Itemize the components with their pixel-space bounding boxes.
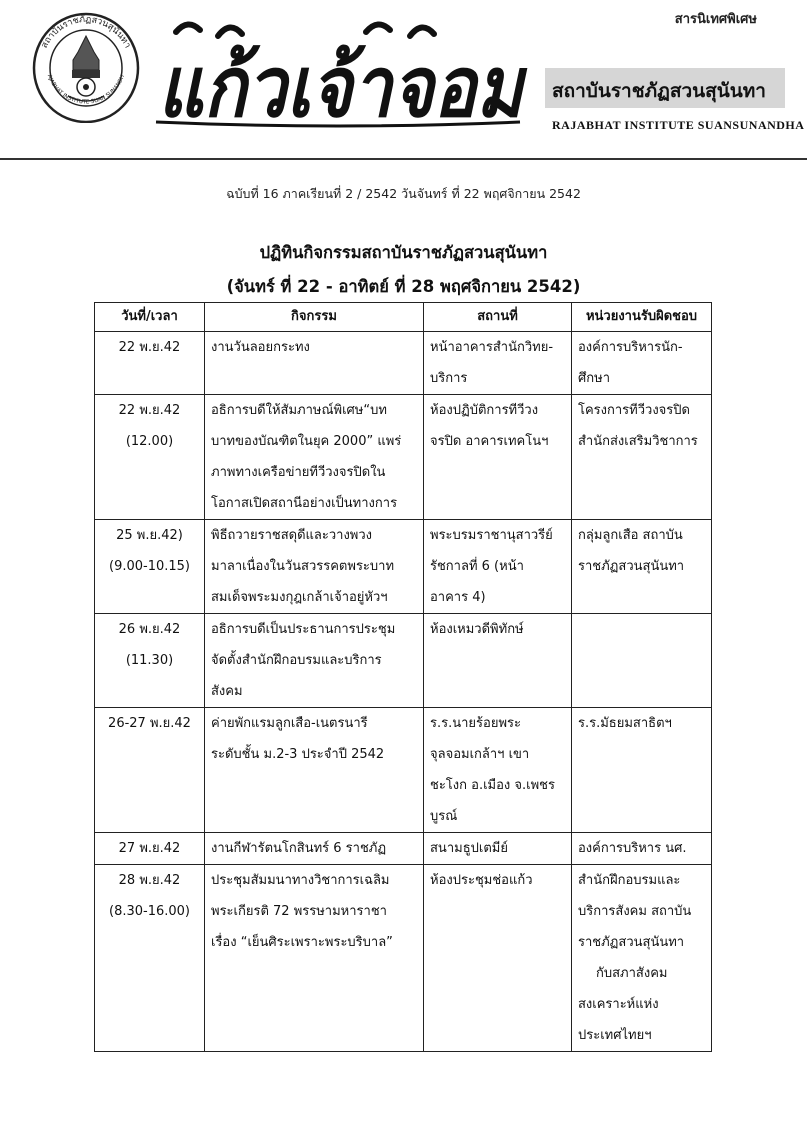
cell-line: อธิการบดีให้สัมภาษณ์พิเศษ“บท: [211, 403, 387, 418]
cell-line: สำนักฝึกอบรมและ: [578, 873, 681, 888]
cell-place: [424, 865, 572, 1052]
cell-organization: [572, 520, 712, 614]
table-row: [95, 395, 712, 520]
cell-organization: [572, 833, 712, 865]
header-activity: กิจกรรม: [205, 303, 424, 332]
cell-place: [424, 395, 572, 520]
cell-line: (12.00): [125, 434, 174, 449]
cell-line: สนามธูปเตมีย์: [430, 841, 508, 856]
page-subtitle: (จันทร์ ที่ 22 - อาทิตย์ ที่ 28 พฤศจิกายน 2542): [226, 277, 581, 296]
cell-date: [95, 865, 205, 1052]
header-place: สถานที่: [424, 303, 572, 332]
cell-line: อธิการบดีเป็นประธานการประชุม: [211, 622, 396, 637]
institute-name-thai: สถาบันราชภัฏสวนสุนันทา: [552, 80, 766, 102]
cell-place: [424, 614, 572, 708]
cell-line: 22 พ.ย.42: [118, 403, 181, 418]
cell-line: สมเด็จพระมงกุฎเกล้าเจ้าอยู่หัวฯ: [211, 590, 388, 605]
header-date-time: วันที่/เวลา: [95, 303, 205, 332]
issue-line: ฉบับที่ 16 ภาคเรียนที่ 2 / 2542 วันจันทร์ ที่ 22 พฤศจิกายน 2542: [226, 186, 581, 201]
cell-line: 25 พ.ย.42): [116, 528, 183, 543]
cell-line: ห้องประชุมช่อแก้ว: [430, 873, 533, 888]
cell-line: พิธีถวายราชสดุดีและวางพวง: [211, 528, 373, 543]
cell-line: ภาพทางเครือข่ายทีวีวงจรปิดใน: [211, 465, 386, 480]
masthead-logo: [148, 18, 538, 138]
cell-line: อาคาร 4): [430, 590, 486, 605]
cell-organization: [572, 708, 712, 833]
cell-line: งานกีฬารัตนโกสินทร์ 6 ราชภัฏ: [211, 841, 387, 856]
cell-date: [95, 614, 205, 708]
cell-line: สงเคราะห์แห่ง: [578, 997, 659, 1012]
cell-line: (9.00-10.15): [109, 559, 190, 574]
cell-line: ร.ร.นายร้อยพระ: [430, 716, 521, 731]
cell-line: 28 พ.ย.42: [118, 873, 181, 888]
cell-line: 26 พ.ย.42: [118, 622, 181, 637]
table-body: [95, 332, 712, 1052]
seal-text-top: สถาบันราชภัฏสวนสุนันทา: [39, 14, 133, 51]
cell-line: 26-27 พ.ย.42: [108, 716, 191, 731]
cell-line: บาทของบัณฑิตในยุค 2000” แพร่: [211, 434, 402, 449]
cell-line: จรปิด อาคารเทคโนฯ: [430, 434, 549, 449]
cell-line: เรื่อง “เย็นศิระเพราะพระบริบาล”: [211, 935, 393, 950]
cell-line: ศึกษา: [578, 371, 610, 386]
institution-seal-icon: [28, 8, 143, 123]
cell-line: ห้องเหมวดีพิทักษ์: [430, 622, 524, 637]
cell-line: ประเทศไทยฯ: [578, 1028, 652, 1043]
cell-activity: [205, 614, 424, 708]
cell-line: (11.30): [125, 653, 174, 668]
cell-line: ราชภัฏสวนสุนันทา: [578, 935, 685, 950]
cell-line: 27 พ.ย.42: [118, 841, 181, 856]
cell-organization: [572, 865, 712, 1052]
cell-line: งานวันลอยกระทง: [211, 340, 310, 355]
cell-activity: [205, 395, 424, 520]
cell-activity: [205, 833, 424, 865]
masthead-title: แก้วเจ้าจอม: [158, 38, 528, 136]
page-title: ปฏิทินกิจกรรมสถาบันราชภัฏสวนสุนันทา: [259, 243, 548, 262]
cell-organization: [572, 614, 712, 708]
schedule-table: [94, 302, 712, 1052]
cell-line: บริการสังคม สถาบัน: [578, 904, 692, 919]
cell-line: จุลจอมเกล้าฯ เขา: [430, 747, 530, 762]
cell-line: องค์การบริหารนัก-: [578, 340, 683, 355]
cell-line: องค์การบริหาร นศ.: [578, 841, 687, 856]
cell-activity: [205, 332, 424, 395]
cell-line: พระเกียรติ 72 พรรษามหาราชา: [211, 904, 387, 919]
cell-line: ประชุมสัมมนาทางวิชาการเฉลิม: [211, 873, 390, 888]
cell-activity: [205, 865, 424, 1052]
cell-activity: [205, 520, 424, 614]
cell-place: [424, 332, 572, 395]
cell-line: จัดตั้งสำนักฝึกอบรมและบริการ: [211, 653, 382, 668]
cell-line: ระดับชั้น ม.2-3 ประจำปี 2542: [211, 747, 385, 762]
cell-line: โอกาสเปิดสถานีอย่างเป็นทางการ: [211, 496, 398, 511]
table-row: [95, 865, 712, 1052]
cell-place: [424, 833, 572, 865]
seal-text-bottom: AJABHAT INSTITUTE SUAN SUNANDH: [45, 74, 127, 106]
cell-place: [424, 520, 572, 614]
table-row: [95, 520, 712, 614]
header-organization: หน่วยงานรับผิดชอบ: [572, 303, 712, 332]
cell-line: 22 พ.ย.42: [118, 340, 181, 355]
cell-line: พระบรมราชานุสาวรีย์: [430, 528, 553, 543]
table-row: [95, 332, 712, 395]
cell-date: [95, 833, 205, 865]
corner-label: สารนิเทศพิเศษ: [674, 12, 757, 27]
cell-line: โครงการทีวีวงจรปิด: [578, 403, 690, 418]
cell-place: [424, 708, 572, 833]
table-row: [95, 708, 712, 833]
cell-line: ร.ร.มัธยมสาธิตฯ: [578, 716, 672, 731]
cell-line: หน้าอาคารสำนักวิทย-: [430, 340, 554, 355]
institute-name-english: RAJABHAT INSTITUTE SUANSUNANDHA: [552, 118, 805, 132]
cell-organization: [572, 332, 712, 395]
cell-date: [95, 332, 205, 395]
cell-line: รัชกาลที่ 6 (หน้า: [430, 559, 524, 574]
cell-line: บูรณ์: [430, 809, 458, 824]
cell-activity: [205, 708, 424, 833]
cell-line: (8.30-16.00): [109, 904, 190, 919]
table-row: [95, 614, 712, 708]
cell-line: สำนักส่งเสริมวิชาการ: [578, 434, 698, 449]
cell-line: สังคม: [211, 684, 243, 699]
cell-date: [95, 520, 205, 614]
cell-line: ราชภัฏสวนสุนันทา: [578, 559, 685, 574]
table-row: [95, 833, 712, 865]
header-divider: [0, 158, 807, 160]
cell-line: กับสภาสังคม: [596, 966, 668, 981]
cell-line: ค่ายพักแรมลูกเสือ-เนตรนารี: [211, 716, 368, 731]
cell-date: [95, 395, 205, 520]
cell-organization: [572, 395, 712, 520]
cell-line: ชะโงก อ.เมือง จ.เพชร: [430, 778, 555, 793]
cell-line: กลุ่มลูกเสือ สถาบัน: [578, 528, 683, 543]
cell-line: มาลาเนื่องในวันสวรรคตพระบาท: [211, 559, 395, 574]
table-header-row: [95, 303, 712, 332]
cell-date: [95, 708, 205, 833]
cell-line: บริการ: [430, 371, 468, 386]
cell-line: ห้องปฏิบัติการทีวีวง: [430, 403, 539, 418]
